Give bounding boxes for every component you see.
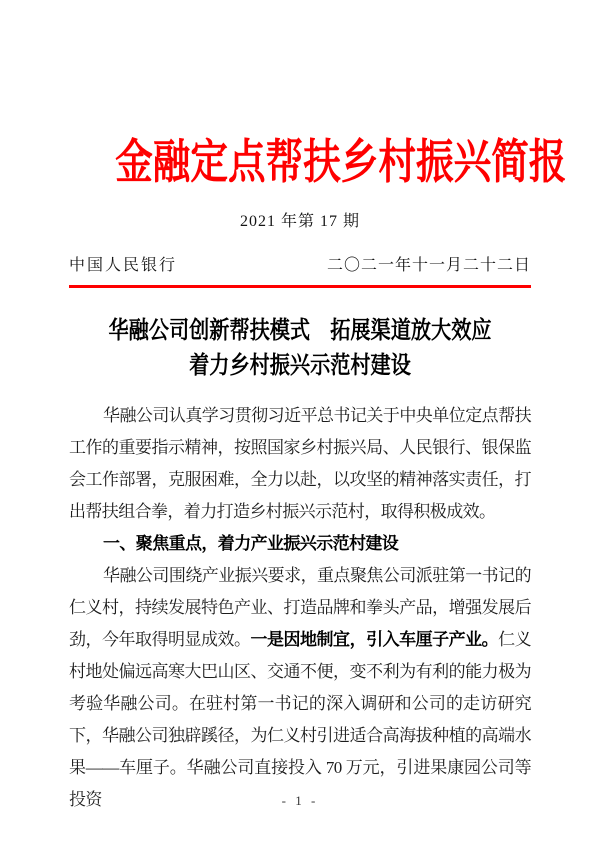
paragraph-intro: 华融公司认真学习贯彻习近平总书记关于中央单位定点帮扶工作的重要指示精神，按照国家乡村振兴局、人民银行、银保监会工作部署，克服困难，全力以赴，以攻坚的精神落实责任，打出帮扶组合拳，着力打造乡村振兴示范村，取得积极成效。 (69, 406, 531, 521)
paragraph-section-1-text: 华融公司围绕产业振兴要求，重点聚焦公司派驻第一书记的仁义村，持续发展特色产业、打造品牌和拳头产品，增强发展后劲，今年取得明显成效。 (69, 566, 531, 649)
page-number: - 1 - (281, 793, 319, 808)
section-heading-1: 一、聚焦重点，着力产业振兴示范村建设 (103, 534, 399, 553)
headline-line-1: 华融公司创新帮扶模式 拓展渠道放大效应 (108, 318, 492, 344)
article-headline (69, 314, 531, 384)
issue-number: 2021 年第 17 期 (239, 213, 360, 230)
red-divider-rule (69, 285, 531, 288)
masthead-row (69, 256, 531, 276)
paragraph-section-1-bold-emphasis: 一是因地制宜，引入车厘子产业。 (250, 630, 499, 649)
issue-date: 二〇二一年十一月二十二日 (326, 257, 531, 274)
bulletin-title: 金融定点帮扶乡村振兴简报 (115, 137, 567, 189)
headline-line-2: 着力乡村振兴示范村建设 (189, 353, 411, 379)
paragraph-section-1 (69, 560, 531, 816)
paragraph-section-1-text-continued: 仁义村地处偏远高寒大巴山区、交通不便，变不利为有利的能力极为考验华融公司。在驻村第一书记的深入调研和公司的走访研究下，华融公司独辟蹊径，为仁义村引进适合高海拔种植的高端水果——车厘子。华融公司直接投入 70 万元，引进果康园公司等投资 (69, 630, 531, 809)
article-body (69, 400, 531, 816)
issuing-org: 中国人民银行 (69, 257, 178, 274)
